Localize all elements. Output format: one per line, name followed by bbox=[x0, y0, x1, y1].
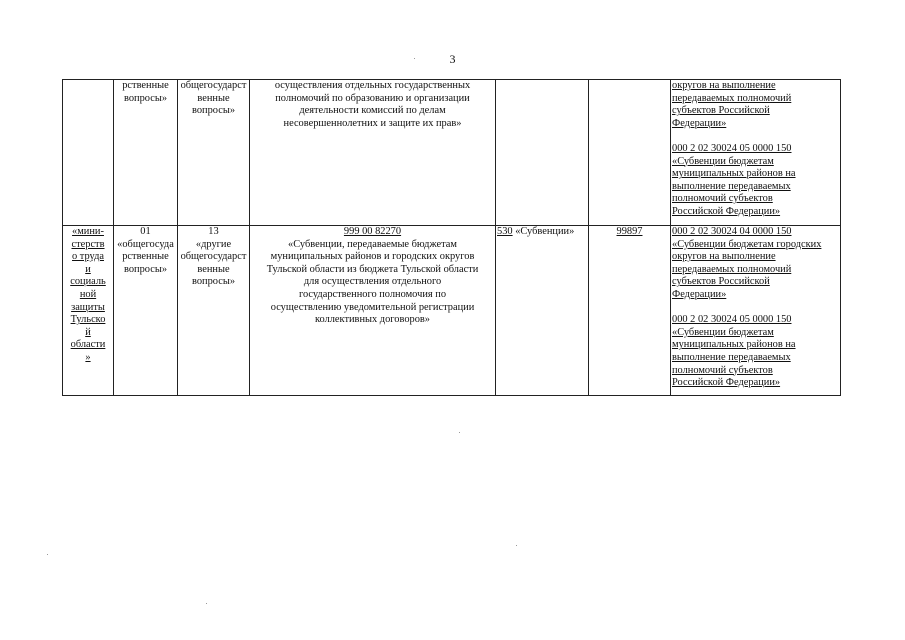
revenue-code-cell bbox=[671, 80, 841, 226]
cell-text-line: «Субвенции бюджетам городских bbox=[672, 238, 822, 250]
cell-text-line: округов на выполнение bbox=[672, 80, 776, 91]
cell-text-line: «Субвенции бюджетам bbox=[672, 326, 774, 338]
expense-type-code: 530 bbox=[497, 226, 513, 237]
table-row bbox=[63, 80, 841, 226]
cell-text-line: Федерации» bbox=[672, 117, 727, 129]
cell-text-line: ной bbox=[79, 288, 97, 300]
cell-text-line: 999 00 82270 bbox=[343, 226, 402, 237]
cell-text-line: й bbox=[85, 326, 91, 338]
cell-text-line: общегосударст bbox=[180, 251, 247, 263]
cell-text-line: венные bbox=[197, 92, 230, 104]
cell-text-line: и bbox=[85, 263, 91, 275]
cell-text-line: «Субвенции бюджетам bbox=[672, 155, 774, 167]
scan-speck bbox=[414, 58, 415, 59]
cell-text-line: рственные bbox=[122, 80, 169, 91]
cell-text-line: субъектов Российской bbox=[672, 105, 770, 117]
cell-text-line: «общегосуда bbox=[117, 238, 174, 250]
ministry-cell bbox=[63, 226, 114, 396]
cell-text-line: муниципальных районов и городских округов bbox=[270, 251, 475, 263]
cell-text-line: о труда bbox=[72, 251, 104, 263]
cell-text-line: вопросы» bbox=[123, 92, 168, 104]
cell-text-line: осуществления отдельных государственных bbox=[274, 80, 471, 91]
cell-text-line: 01 bbox=[140, 226, 151, 237]
cell-text-line: передаваемых полномочий bbox=[672, 92, 792, 104]
cell-text-line: Российской Федерации» bbox=[672, 377, 781, 389]
revenue-code-cell bbox=[671, 226, 841, 396]
cell-text-line: передаваемых полномочий bbox=[672, 263, 792, 275]
cell-text-line: «другие bbox=[195, 238, 232, 250]
cell-text-line: социаль bbox=[70, 276, 106, 288]
subsection-cell bbox=[178, 226, 250, 396]
cell-text-line: субъектов Российской bbox=[672, 276, 770, 288]
table-row bbox=[63, 226, 841, 396]
cell-text-line: 000 2 02 30024 04 0000 150 bbox=[672, 226, 792, 237]
cell-text-line: деятельности комиссий по делам bbox=[299, 105, 446, 117]
expense-type-label: «Субвенции» bbox=[512, 226, 575, 237]
scan-speck bbox=[47, 554, 48, 555]
amount-cell bbox=[589, 80, 671, 226]
cell-text-line: государственного полномочия по bbox=[298, 288, 447, 300]
cell-text-line: рственные bbox=[122, 251, 169, 263]
cell-text-line: » bbox=[85, 351, 91, 363]
target-article-cell bbox=[250, 226, 496, 396]
cell-text-line: «Субвенции, передаваемые бюджетам bbox=[288, 238, 457, 250]
cell-text-line: округов на выполнение bbox=[672, 251, 776, 263]
target-article-cell bbox=[250, 80, 496, 226]
scan-speck bbox=[206, 603, 207, 604]
cell-text-line: муниципальных районов на bbox=[672, 339, 796, 351]
cell-text-line: Тульской области из бюджета Тульской области bbox=[266, 263, 479, 275]
cell-text-line: коллективных договоров» bbox=[314, 314, 431, 326]
expense-type-cell bbox=[496, 226, 589, 396]
cell-text-line: вопросы» bbox=[191, 276, 236, 288]
cell-text-line: 000 2 02 30024 05 0000 150 bbox=[672, 142, 792, 154]
cell-text-line: общегосударст bbox=[180, 80, 247, 91]
subsection-cell bbox=[178, 80, 250, 226]
scan-speck bbox=[516, 545, 517, 546]
cell-text-line: полномочий субъектов bbox=[672, 364, 773, 376]
expense-type-cell bbox=[496, 80, 589, 226]
cell-text-line: для осуществления отдельного bbox=[303, 276, 442, 288]
cell-text-line: 000 2 02 30024 05 0000 150 bbox=[672, 314, 792, 326]
amount-value: 99897 bbox=[616, 226, 643, 237]
cell-text-line: области bbox=[70, 339, 106, 351]
cell-text-line: полномочий субъектов bbox=[672, 193, 773, 205]
subvention-table bbox=[62, 79, 841, 396]
cell-text-line: вопросы» bbox=[191, 105, 236, 117]
cell-text-line: стерств bbox=[71, 238, 105, 250]
cell-text-line: 13 bbox=[208, 226, 219, 237]
cell-text-line: осуществлению уведомительной регистрации bbox=[270, 301, 475, 313]
cell-text-line: Тульско bbox=[70, 314, 106, 326]
ministry-cell bbox=[63, 80, 114, 226]
scan-speck bbox=[459, 432, 460, 433]
cell-text-line: полномочий по образованию и организации bbox=[275, 92, 470, 104]
cell-text-line: вопросы» bbox=[123, 263, 168, 275]
cell-text-line: Федерации» bbox=[672, 288, 727, 300]
section-cell bbox=[114, 226, 178, 396]
page-number: 3 bbox=[449, 52, 456, 66]
cell-text-line: «мини- bbox=[72, 226, 104, 237]
cell-text-line: несовершеннолетних и защите их прав» bbox=[283, 117, 462, 129]
cell-text-line: защиты bbox=[71, 301, 105, 313]
amount-cell bbox=[589, 226, 671, 396]
cell-text-line: выполнение передаваемых bbox=[672, 351, 791, 363]
cell-text-line: Российской Федерации» bbox=[672, 205, 781, 217]
cell-text-line: венные bbox=[197, 263, 230, 275]
section-cell bbox=[114, 80, 178, 226]
cell-text-line: муниципальных районов на bbox=[672, 168, 796, 180]
cell-text-line: выполнение передаваемых bbox=[672, 180, 791, 192]
